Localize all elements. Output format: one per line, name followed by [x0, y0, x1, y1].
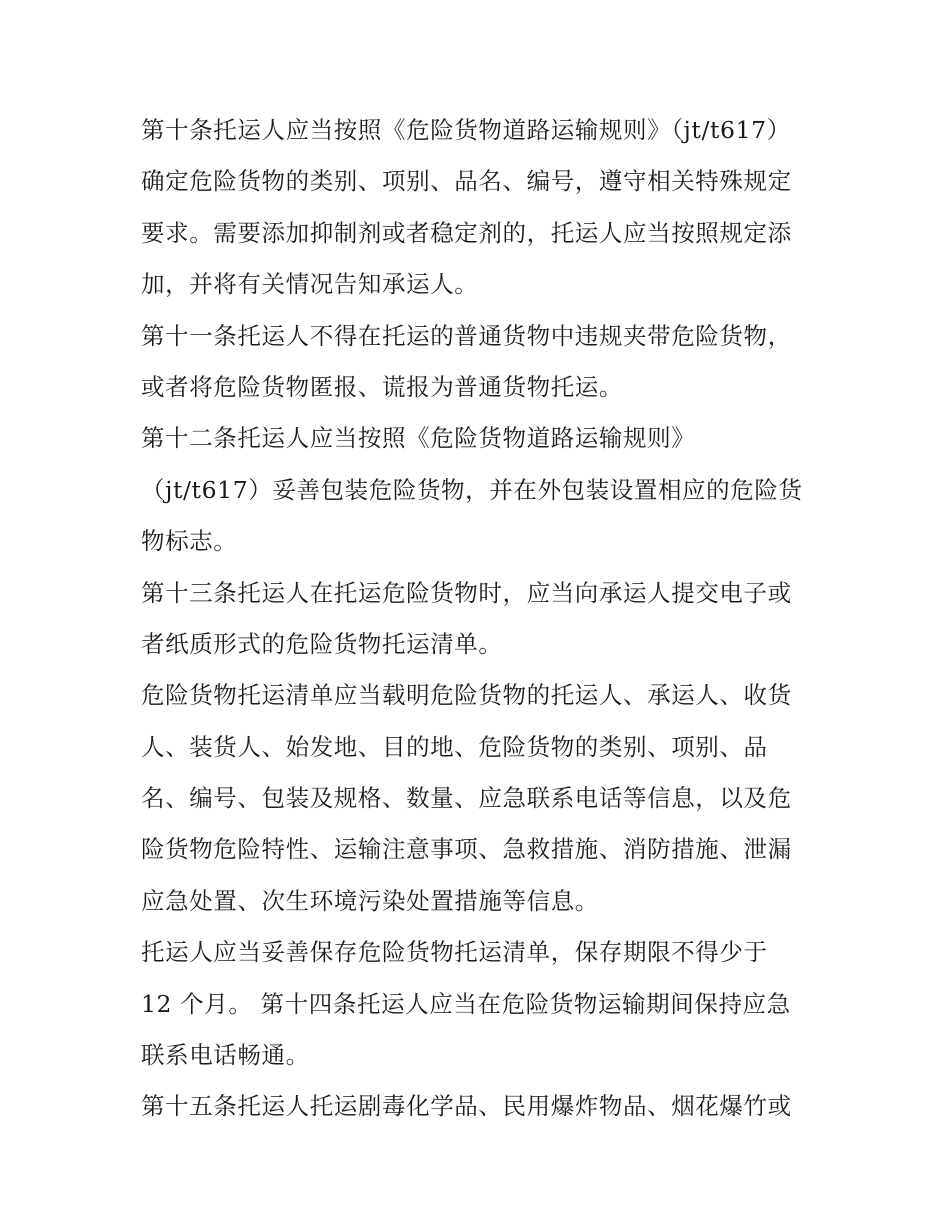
text-line: 应急处置、次生环境污染处置措施等信息。 — [141, 886, 599, 915]
text-line: 第十二条托运人应当按照《危险货物道路运输规则》 — [141, 424, 696, 453]
text-line: 险货物危险特性、运输注意事项、急救措施、消防措施、泄漏 — [141, 835, 792, 864]
text-line: 或者将危险货物匿报、谎报为普通货物托运。 — [141, 372, 623, 401]
text-line: 加，并将有关情况告知承运人。 — [141, 270, 479, 299]
text-line: 第十五条托运人托运剧毒化学品、民用爆炸物品、烟花爆竹或 — [141, 1092, 792, 1121]
text-line: 危险货物托运清单应当载明危险货物的托运人、承运人、收货 — [141, 681, 792, 710]
text-line: 名、编号、包装及规格、数量、应急联系电话等信息，以及危 — [141, 784, 792, 813]
text-line: 物标志。 — [141, 527, 238, 556]
text-line: 联系电话畅通。 — [141, 1041, 310, 1070]
document-body — [141, 105, 821, 1133]
text-line: 托运人应当妥善保存危险货物托运清单，保存期限不得少于 — [141, 938, 768, 967]
text-line: 确定危险货物的类别、项别、品名、编号，遵守相关特殊规定 — [141, 167, 792, 196]
text-line: 人、装货人、始发地、目的地、危险货物的类别、项别、品 — [141, 732, 768, 761]
text-line: 第十三条托运人在托运危险货物时，应当向承运人提交电子或 — [141, 578, 792, 607]
text-line: 第十条托运人应当按照《危险货物道路运输规则》（jt/t617） — [141, 116, 791, 144]
text-line: （jt/t617）妥善包装危险货物，并在外包装设置相应的危险货 — [141, 475, 803, 504]
text-line: 要求。需要添加抑制剂或者稳定剂的，托运人应当按照规定添 — [141, 218, 792, 247]
text-line: 12 个月。 第十四条托运人应当在危险货物运输期间保持应急 — [141, 989, 791, 1018]
text-line: 者纸质形式的危险货物托运清单。 — [141, 629, 503, 658]
text-line: 第十一条托运人不得在托运的普通货物中违规夹带危险货物， — [141, 321, 792, 350]
